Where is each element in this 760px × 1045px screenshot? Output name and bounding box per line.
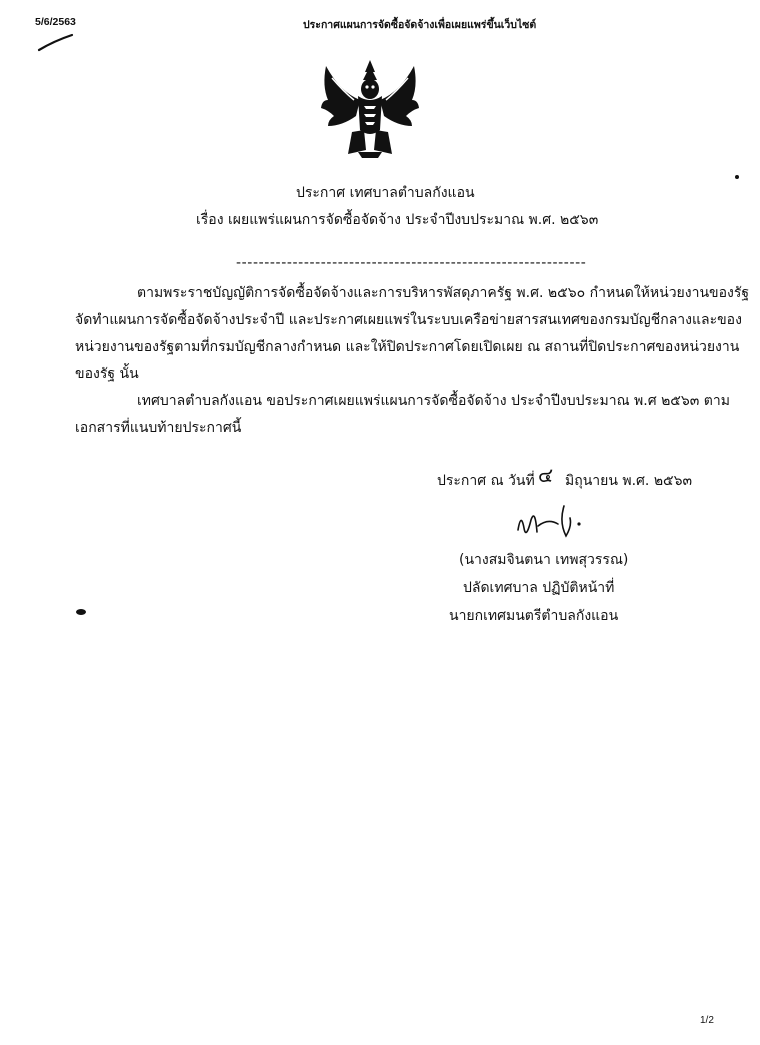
signature bbox=[512, 502, 592, 546]
paragraph1-line4: ของรัฐ นั้น bbox=[75, 366, 139, 382]
page-number: 1/2 bbox=[700, 1015, 714, 1026]
issuer-line: ประกาศ เทศบาลตำบลกังแอน bbox=[296, 185, 475, 201]
garuda-emblem bbox=[318, 56, 422, 160]
announce-date-day: ๔ bbox=[538, 463, 554, 487]
header-title: ประกาศแผนการจัดซื้อจัดจ้างเพื่อเผยแพร่ขึ้นเว็บไซต์ bbox=[303, 19, 537, 31]
announce-date-suffix: มิถุนายน พ.ศ. ๒๕๖๓ bbox=[565, 473, 693, 489]
header-date: 5/6/2563 bbox=[35, 16, 76, 28]
subject-line: เรื่อง เผยแพร่แผนการจัดซื้อจัดจ้าง ประจำปีงบประมาณ พ.ศ. ๒๕๖๓ bbox=[196, 212, 599, 228]
signer-position: ปลัดเทศบาล ปฏิบัติหน้าที่ bbox=[463, 580, 615, 596]
paragraph1-line2: จัดทำแผนการจัดซื้อจัดจ้างประจำปี และประกาศเผยแพร่ในระบบเครือข่ายสารสนเทศของกรมบัญชีกลางและของ bbox=[75, 312, 742, 328]
signer-name: (นางสมจินตนา เทพสุวรรณ) bbox=[459, 552, 629, 568]
announce-date-prefix: ประกาศ ณ วันที่ bbox=[437, 473, 535, 489]
paragraph2-line2: เอกสารที่แนบท้ายประกาศนี้ bbox=[75, 420, 242, 436]
separator: -------------------------------------------------------------- bbox=[236, 255, 587, 271]
paragraph1-line3: หน่วยงานของรัฐตามที่กรมบัญชีกลางกำหนด และให้ปิดประกาศโดยเปิดเผย ณ สถานที่ปิดประกาศของหน่วยงาน bbox=[75, 339, 740, 355]
paragraph2-line1: เทศบาลตำบลกังแอน ขอประกาศเผยแพร่แผนการจัดซื้อจัดจ้าง ประจำปีงบประมาณ พ.ศ ๒๕๖๓ ตาม bbox=[137, 393, 730, 409]
scan-mark bbox=[732, 172, 742, 182]
signer-role: นายกเทศมนตรีตำบลกังแอน bbox=[449, 608, 619, 624]
pen-mark bbox=[36, 32, 76, 54]
paragraph1-line1: ตามพระราชบัญญัติการจัดซื้อจัดจ้างและการบริหารพัสดุภาครัฐ พ.ศ. ๒๕๖๐ กำหนดให้หน่วยงานของรัฐ bbox=[137, 285, 750, 301]
scan-mark bbox=[72, 606, 90, 618]
